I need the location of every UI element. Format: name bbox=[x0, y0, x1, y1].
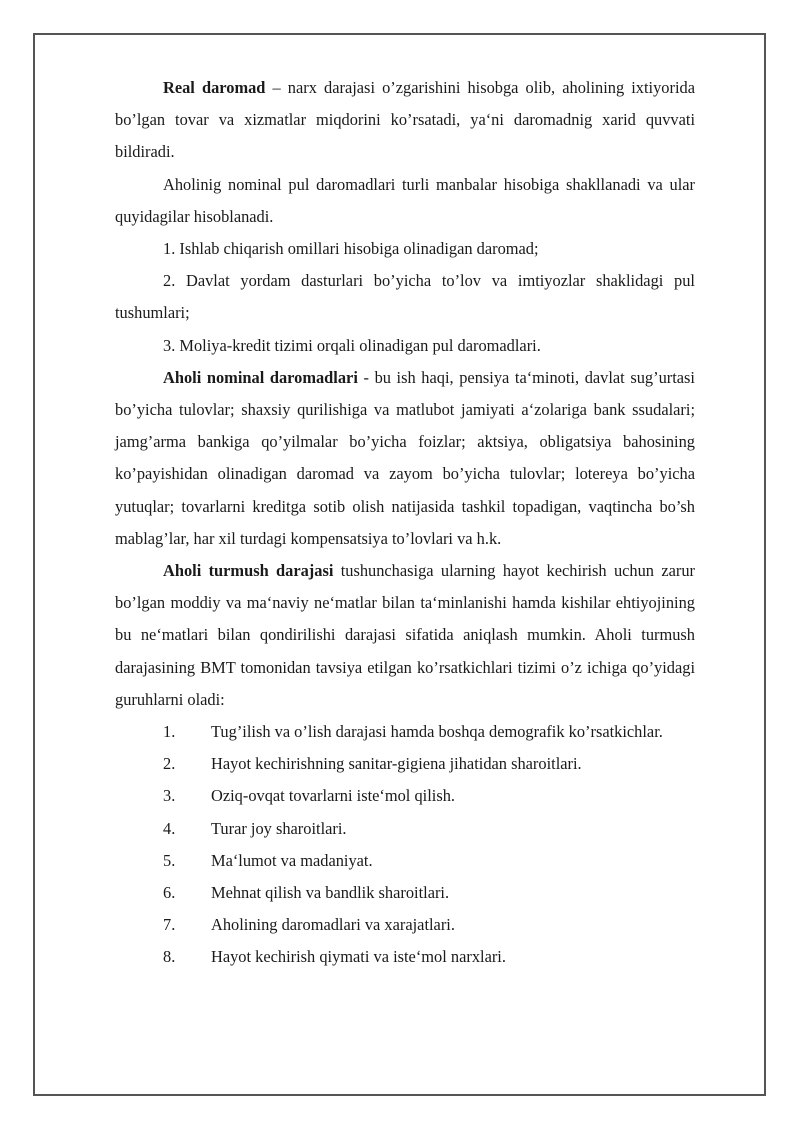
indicator-text: Oziq-ovqat tovarlarni iste‘mol qilish. bbox=[211, 786, 455, 806]
source-item: 1. Ishlab chiqarish omillari hisobiga olinadigan daromad; bbox=[163, 239, 539, 259]
indicator-text: Hayot kechirish qiymati va iste‘mol narxlari. bbox=[211, 947, 506, 967]
indicator-number: 8. bbox=[163, 947, 176, 967]
indicator-number: 3. bbox=[163, 786, 176, 806]
indicator-item bbox=[115, 845, 695, 877]
indicator-text: Turar joy sharoitlari. bbox=[211, 818, 347, 838]
indicator-number: 7. bbox=[163, 915, 176, 935]
indicator-number: 6. bbox=[163, 883, 176, 903]
indicator-item bbox=[115, 909, 695, 941]
indicator-item bbox=[115, 813, 695, 845]
paragraph-real-income bbox=[115, 72, 695, 169]
source-item: 2. Davlat yordam dasturlari bo’yicha to’lov va imtiyozlar shaklidagi pul tushumlari; bbox=[115, 271, 695, 323]
definition-real-income: – narx darajasi o’zgarishini hisobga olib, aholining ixtiyorida bo’lgan tovar va xizmatlar miqdorini ko’rsatadi, ya‘ni daromadnig xarid quvvati bildiradi. bbox=[115, 78, 695, 162]
indicator-text: Aholining daromadlari va xarajatlari. bbox=[211, 915, 455, 935]
definition-nominal-income: - bu ish haqi, pensiya ta‘minoti, davlat sug’urtasi bo’yicha tulovlar; shaxsiy qurilishiga va matlubot jamiyati a‘zolariga bank ssudalari; jamg’arma bankiga qo’yilmalar bo’yicha foizlar; aktsiya, obligatsiya bahosining ko’payishidan olinadigan daromad va zayom bo’yicha tulovlar; lotereya bo’yicha yutuqlar; tovarlarni kreditga sotib olish natijasida tashkil topadigan, vaqtincha bo’sh mablag’lar, har xil turdagi kompensatsiya to’lovlari va h.k. bbox=[115, 367, 695, 548]
paragraph-nominal-income bbox=[115, 362, 695, 555]
indicator-item bbox=[115, 780, 695, 812]
term-living-standard: Aholi turmush darajasi bbox=[163, 561, 334, 581]
document-body bbox=[115, 72, 695, 974]
indicator-text: Ma‘lumot va madaniyat. bbox=[211, 850, 373, 870]
definition-living-standard: tushunchasiga ularning hayot kechirish uchun zarur bo’lgan moddiy va ma‘naviy ne‘matlar bilan ta‘minlanishi hamda kishilar ehtiyojining bu ne‘matlari bilan qondirilishi darajasi sifatida aniqlash mumkin. Aholi turmush darajasining BMT tomonidan tavsiya etilgan ko’rsatkichlari tizimi o’z ichiga qo’yidagi guruhlarni oladi: bbox=[115, 561, 695, 709]
term-real-income: Real daromad bbox=[163, 78, 266, 97]
indicator-item bbox=[115, 941, 695, 973]
indicator-number: 2. bbox=[163, 754, 176, 774]
paragraph-nominal-sources: Aholinig nominal pul daromadlari turli manbalar hisobiga shakllanadi va ular quyidagilar hisoblanadi. bbox=[115, 174, 695, 226]
indicator-text: Mehnat qilish va bandlik sharoitlari. bbox=[211, 883, 450, 903]
paragraph-living-standard bbox=[115, 555, 695, 716]
indicator-number: 1. bbox=[163, 722, 176, 742]
indicator-text: Hayot kechirishning sanitar-gigiena jihatidan sharoitlari. bbox=[211, 754, 582, 774]
indicator-number: 5. bbox=[163, 850, 176, 870]
term-nominal-income: Aholi nominal daromadlari bbox=[163, 367, 358, 387]
indicator-number: 4. bbox=[163, 818, 176, 838]
indicator-item bbox=[115, 877, 695, 909]
indicator-text: Tug’ilish va o’lish darajasi hamda boshqa demografik ko’rsatkichlar. bbox=[211, 722, 663, 742]
indicator-item bbox=[115, 716, 695, 748]
indicator-item bbox=[115, 748, 695, 780]
source-item: 3. Moliya-kredit tizimi orqali olinadigan pul daromadlari. bbox=[163, 335, 541, 355]
